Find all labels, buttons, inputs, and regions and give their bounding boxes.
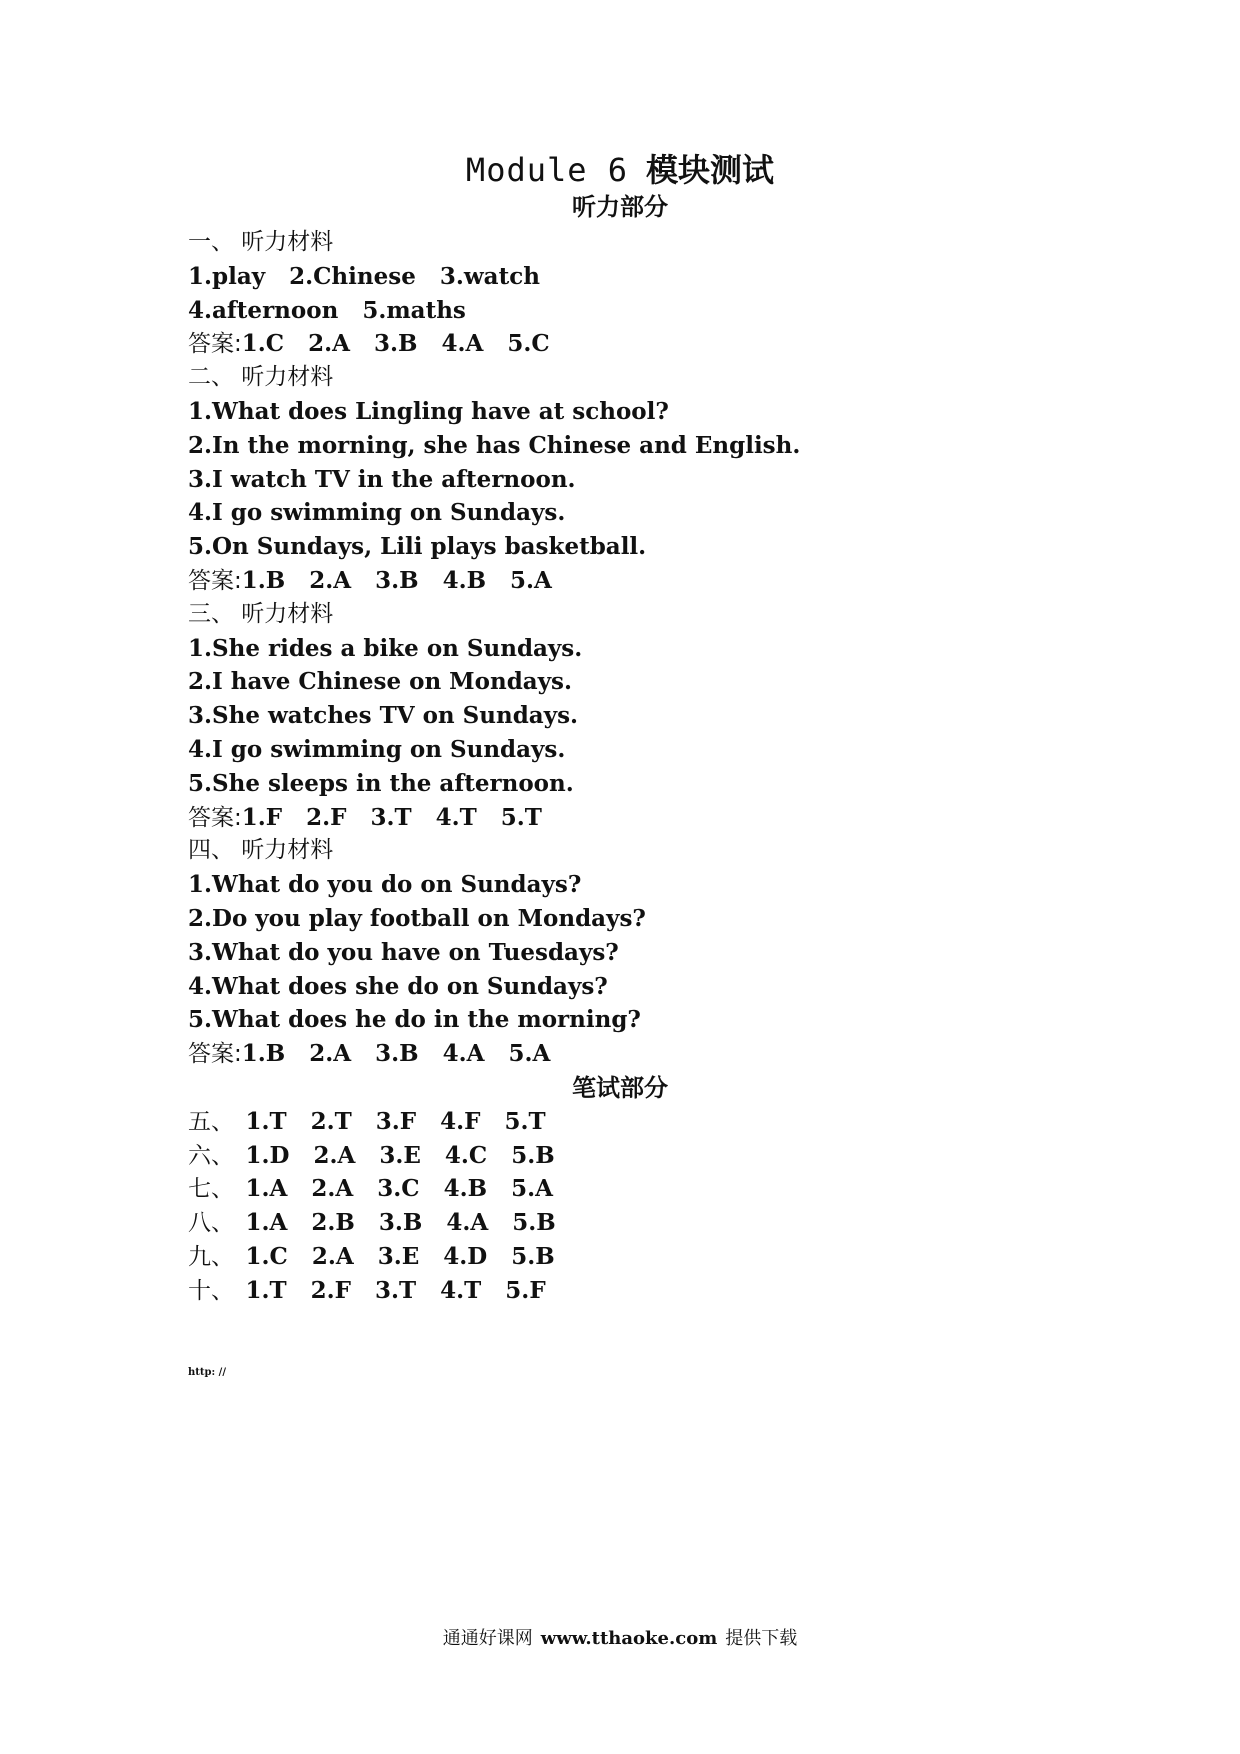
written-row [188,1105,1088,1139]
answer-line [188,564,1088,598]
section-label: 三、 听力材料 [188,600,334,627]
written-row [188,1206,1088,1240]
section-label: 一、 听力材料 [188,229,334,255]
footer-http-text: http: // [188,1367,226,1378]
page-footer [0,1624,1240,1650]
written-answers: 1.A 2.A 3.C 4.B 5.A [245,1175,553,1203]
section-label: 四、 听力材料 [188,837,334,864]
material-line: 5.What does he do in the morning? [188,1006,641,1034]
material-line: 4.afternoon 5.maths [188,296,466,324]
material-line: 5.She sleeps in the afternoon. [188,769,574,797]
material-line: 2.Do you play football on Mondays? [188,904,646,932]
answer-content [188,226,1088,1308]
title-module: Module 6 [465,151,629,189]
written-row [188,1274,1088,1308]
material-line: 3.I watch TV in the afternoon. [188,465,576,493]
written-label: 八、 [188,1210,234,1237]
material-line: 1.play 2.Chinese 3.watch [188,262,540,290]
answer-line [188,327,1088,361]
written-heading-row [0,1071,1240,1105]
material-line: 5.On Sundays, Lili plays basketball. [188,533,647,561]
answer-line [188,1037,1088,1071]
material-line: 2.I have Chinese on Mondays. [188,668,573,696]
section-label: 二、 听力材料 [188,364,334,391]
answer-values: 1.B 2.A 3.B 4.B 5.A [241,566,552,594]
material-line: 2.In the morning, she has Chinese and English. [188,431,801,459]
written-answers: 1.T 2.T 3.F 4.F 5.T [245,1107,546,1135]
material-line: 4.I go swimming on Sundays. [188,499,566,527]
footer-site-suffix: 提供下载 [725,1628,798,1649]
written-row [188,1139,1088,1173]
material-line: 1.She rides a bike on Sundays. [188,634,583,662]
material-line: 3.What do you have on Tuesdays? [188,938,619,966]
written-label: 七、 [188,1176,234,1203]
written-row [188,1240,1088,1274]
written-row [188,1172,1088,1206]
written-answers: 1.A 2.B 3.B 4.A 5.B [245,1209,556,1237]
written-label: 五、 [188,1108,234,1135]
written-label: 十、 [188,1277,234,1304]
written-answers: 1.C 2.A 3.E 4.D 5.B [245,1242,555,1270]
footer-site-name: 通通好课网 [442,1628,533,1649]
written-answers: 1.T 2.F 3.T 4.T 5.F [245,1276,546,1304]
answer-values: 1.F 2.F 3.T 4.T 5.T [241,803,542,831]
written-heading: 笔试部分 [572,1072,668,1102]
material-line: 4.I go swimming on Sundays. [188,735,566,763]
listening-heading: 听力部分 [572,192,668,221]
answer-values: 1.B 2.A 3.B 4.A 5.A [241,1040,551,1068]
written-answers: 1.D 2.A 3.E 4.C 5.B [245,1141,555,1169]
answer-prefix: 答案: [188,804,242,831]
written-label: 六、 [188,1142,234,1169]
written-label: 九、 [188,1243,234,1270]
footer-site-url: www.tthaoke.com [540,1628,718,1649]
material-line: 1.What do you do on Sundays? [188,871,582,899]
answer-prefix: 答案: [188,1041,242,1068]
material-line: 4.What does she do on Sundays? [188,972,608,1000]
answer-line [188,801,1088,835]
answer-prefix: 答案: [188,331,242,358]
answer-values: 1.C 2.A 3.B 4.A 5.C [241,330,550,358]
material-line: 1.What does Lingling have at school? [188,397,669,425]
page-title [0,150,1240,190]
material-line: 3.She watches TV on Sundays. [188,702,579,730]
title-test: 模块测试 [646,151,775,189]
answer-prefix: 答案: [188,567,242,594]
